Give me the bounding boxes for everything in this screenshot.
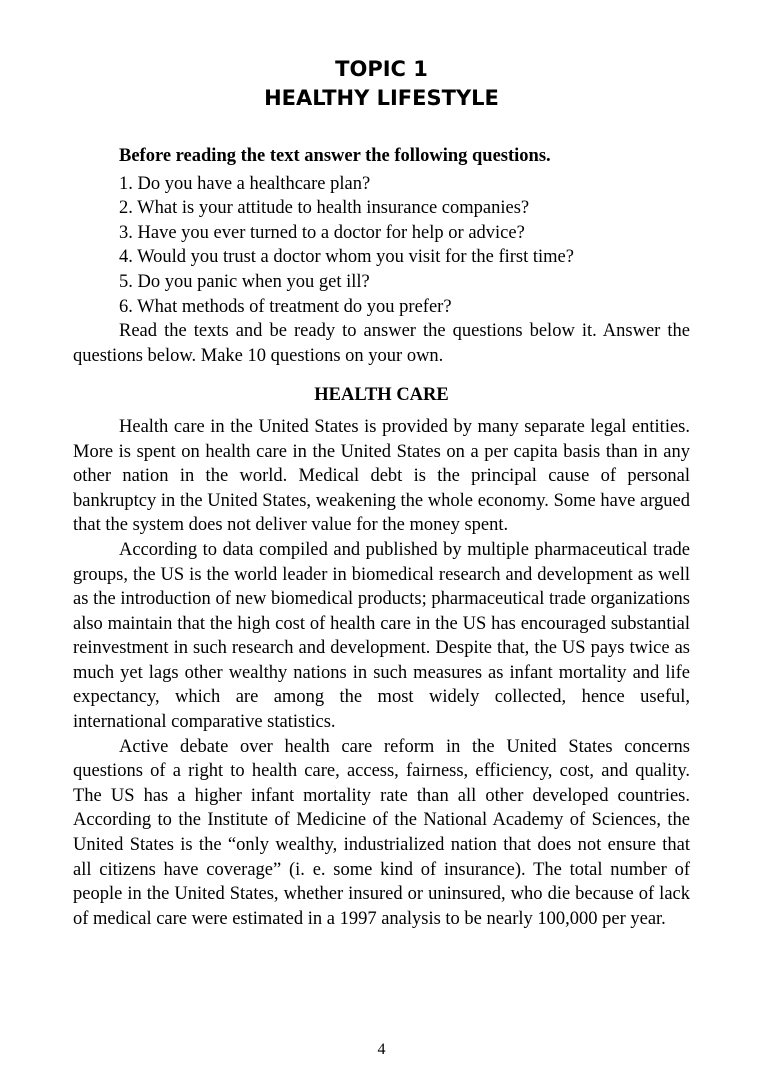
- question-item: 1. Do you have a healthcare plan?: [119, 173, 371, 194]
- reading-instruction: Read the texts and be ready to answer the questions below it. Answer the questions below. Make 10 questions on your own.: [73, 321, 690, 366]
- document-page: [73, 55, 690, 931]
- section-heading: HEALTH CARE: [314, 385, 449, 406]
- question-list: [73, 172, 690, 320]
- page-number: 4: [377, 1041, 386, 1058]
- question-item: 2. What is your attitude to health insurance companies?: [119, 198, 530, 219]
- body-paragraph: Health care in the United States is provided by many separate legal entities. More is spent on health care in the United States on a per capita basis than in any other nation in the world. Medical debt is the principal cause of personal bankruptcy in the United States, weakening the whole economy. Some have argued that the system does not deliver value for the money spent.: [73, 416, 690, 536]
- question-item: 3. Have you ever turned to a doctor for help or advice?: [119, 222, 525, 243]
- topic-number: TOPIC 1: [335, 57, 428, 81]
- body-paragraph: According to data compiled and published by multiple pharmaceutical trade groups, the US is the world leader in biomedical research and development as well as the introduction of new biomedical products; pharmaceutical trade organizations also maintain that the high cost of health care in the US has encouraged substantial reinvestment in such research and development. Despite that, the US pays twice as much yet lags other wealthy nations in such measures as infant mortality and life expectancy, which are among the most widely collected, hence useful, international comparative statistics.: [73, 539, 690, 733]
- body-paragraph: Active debate over health care reform in the United States concerns questions of a right to health care, access, fairness, efficiency, cost, and quality. The US has a higher infant mortality rate than all other developed countries. According to the Institute of Medicine of the National Academy of Sciences, the United States is the “only wealthy, industrialized nation that does not ensure that all citizens have coverage” (i. e. some kind of insurance). The total number of people in the United States, whether insured or uninsured, who die because of lack of medical care were estimated in a 1997 analysis to be nearly 100,000 per year.: [73, 736, 690, 929]
- pre-reading-lead: Before reading the text answer the following questions.: [119, 146, 551, 166]
- question-item: 6. What methods of treatment do you prefer?: [119, 296, 452, 317]
- topic-title: HEALTHY LIFESTYLE: [264, 86, 499, 110]
- question-item: 5. Do you panic when you get ill?: [119, 271, 370, 292]
- question-item: 4. Would you trust a doctor whom you visit for the first time?: [119, 247, 574, 268]
